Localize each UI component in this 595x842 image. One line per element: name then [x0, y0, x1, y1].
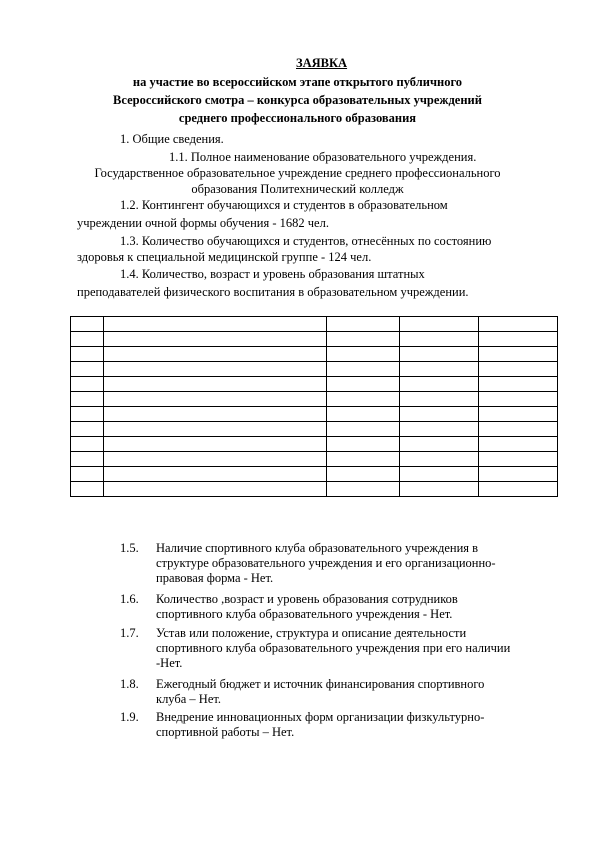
table-cell [71, 482, 104, 497]
table-cell [327, 437, 400, 452]
table-cell [327, 407, 400, 422]
table-cell [400, 317, 479, 332]
table-cell [104, 362, 327, 377]
item-1-9-number: 1.9. [120, 710, 139, 724]
table-cell [400, 482, 479, 497]
table-cell [104, 482, 327, 497]
table-cell [400, 467, 479, 482]
item-1-8-line-2: клуба – Нет. [156, 692, 222, 706]
table-row [71, 407, 558, 422]
table-cell [104, 332, 327, 347]
table-cell [400, 377, 479, 392]
item-1-1-value-line-1: Государственное образовательное учреждение среднего профессионального [94, 166, 501, 180]
item-1-8-text [156, 677, 556, 707]
item-1-9-line-2: спортивной работы – Нет. [156, 725, 295, 739]
item-1-5-line-2: структуре образовательного учреждения и его организационно- [156, 556, 496, 570]
table-cell [327, 467, 400, 482]
item-1-1-value-line-2: образования Политехнический колледж [191, 182, 404, 196]
item-1-5-line-1: Наличие спортивного клуба образовательного учреждения в [156, 541, 479, 555]
table-row [71, 467, 558, 482]
section-heading: 1. Общие сведения. [120, 132, 224, 146]
table-cell [400, 347, 479, 362]
staff-table [70, 316, 558, 497]
table-cell [104, 452, 327, 467]
table-cell [400, 452, 479, 467]
table-cell [71, 467, 104, 482]
item-1-8-line-1: Ежегодный бюджет и источник финансирования спортивного [156, 677, 485, 691]
table-cell [479, 392, 558, 407]
table-cell [479, 467, 558, 482]
item-1-5-line-3: правовая форма - Нет. [156, 571, 274, 585]
item-1-7-line-3: -Нет. [156, 656, 183, 670]
table-cell [104, 467, 327, 482]
table-cell [71, 347, 104, 362]
item-1-5-number: 1.5. [120, 541, 139, 555]
table-cell [327, 452, 400, 467]
table-cell [479, 437, 558, 452]
item-1-9-text [156, 710, 556, 740]
table-row [71, 332, 558, 347]
table-cell [327, 332, 400, 347]
table-cell [104, 392, 327, 407]
table-cell [71, 422, 104, 437]
table-cell [479, 407, 558, 422]
table-cell [327, 347, 400, 362]
table-row [71, 347, 558, 362]
table-row [71, 317, 558, 332]
table-cell [71, 392, 104, 407]
item-1-7-text [156, 626, 556, 671]
table-cell [71, 407, 104, 422]
item-1-7-line-1: Устав или положение, структура и описание деятельности [156, 626, 467, 640]
table-cell [327, 482, 400, 497]
table-cell [71, 332, 104, 347]
table-cell [71, 452, 104, 467]
item-1-5-text [156, 541, 556, 586]
item-1-6-number: 1.6. [120, 592, 139, 606]
item-1-7-line-2: спортивного клуба образовательного учреждения при его наличии [156, 641, 511, 655]
table-cell [400, 332, 479, 347]
subtitle-line-1: на участие во всероссийском этапе открытого публичного [132, 75, 463, 89]
item-1-3-line-2: здоровья к специальной медицинской группе - 124 чел. [77, 250, 372, 264]
table-cell [71, 377, 104, 392]
item-1-2-line-1: 1.2. Контингент обучающихся и студентов в образовательном [120, 198, 448, 212]
item-1-4-line-1: 1.4. Количество, возраст и уровень образования штатных [120, 267, 425, 281]
table-cell [327, 392, 400, 407]
table-cell [104, 347, 327, 362]
table-cell [71, 317, 104, 332]
table-row [71, 452, 558, 467]
table-cell [479, 422, 558, 437]
table-cell [479, 452, 558, 467]
table-cell [71, 362, 104, 377]
table-cell [479, 347, 558, 362]
item-1-3-line-1: 1.3. Количество обучающихся и студентов, отнесённых по состоянию [120, 234, 492, 248]
table-cell [327, 362, 400, 377]
table-cell [479, 377, 558, 392]
table-row [71, 362, 558, 377]
table-cell [400, 422, 479, 437]
table-cell [479, 332, 558, 347]
table-cell [104, 437, 327, 452]
table-cell [479, 317, 558, 332]
item-1-9-line-1: Внедрение инновационных форм организации физкультурно- [156, 710, 485, 724]
table-cell [400, 392, 479, 407]
subtitle-line-3: среднего профессионального образования [178, 111, 417, 125]
table-row [71, 377, 558, 392]
table-cell [104, 407, 327, 422]
table-row [71, 437, 558, 452]
item-1-7-number: 1.7. [120, 626, 139, 640]
item-1-2-line-2: учреждении очной формы обучения - 1682 чел. [77, 216, 329, 230]
table-row [71, 392, 558, 407]
subtitle-line-2: Всероссийского смотра – конкурса образовательных учреждений [113, 93, 482, 107]
document-title: ЗАЯВКА [296, 56, 348, 70]
table-row [71, 422, 558, 437]
table-cell [400, 362, 479, 377]
item-1-1-label: 1.1. Полное наименование образовательного учреждения. [169, 150, 477, 164]
table-cell [71, 437, 104, 452]
table-cell [327, 377, 400, 392]
table-cell [479, 482, 558, 497]
table-cell [327, 317, 400, 332]
table-cell [400, 407, 479, 422]
item-1-4-line-2: преподавателей физического воспитания в образовательном учреждении. [77, 285, 469, 299]
table-row [71, 482, 558, 497]
item-1-8-number: 1.8. [120, 677, 139, 691]
item-1-6-line-2: спортивного клуба образовательного учреждения - Нет. [156, 607, 453, 621]
table-cell [104, 422, 327, 437]
table-cell [479, 362, 558, 377]
item-1-6-text [156, 592, 556, 622]
item-1-6-line-1: Количество ,возраст и уровень образования сотрудников [156, 592, 458, 606]
table-cell [104, 317, 327, 332]
table-cell [104, 377, 327, 392]
table-cell [327, 422, 400, 437]
table-cell [400, 437, 479, 452]
